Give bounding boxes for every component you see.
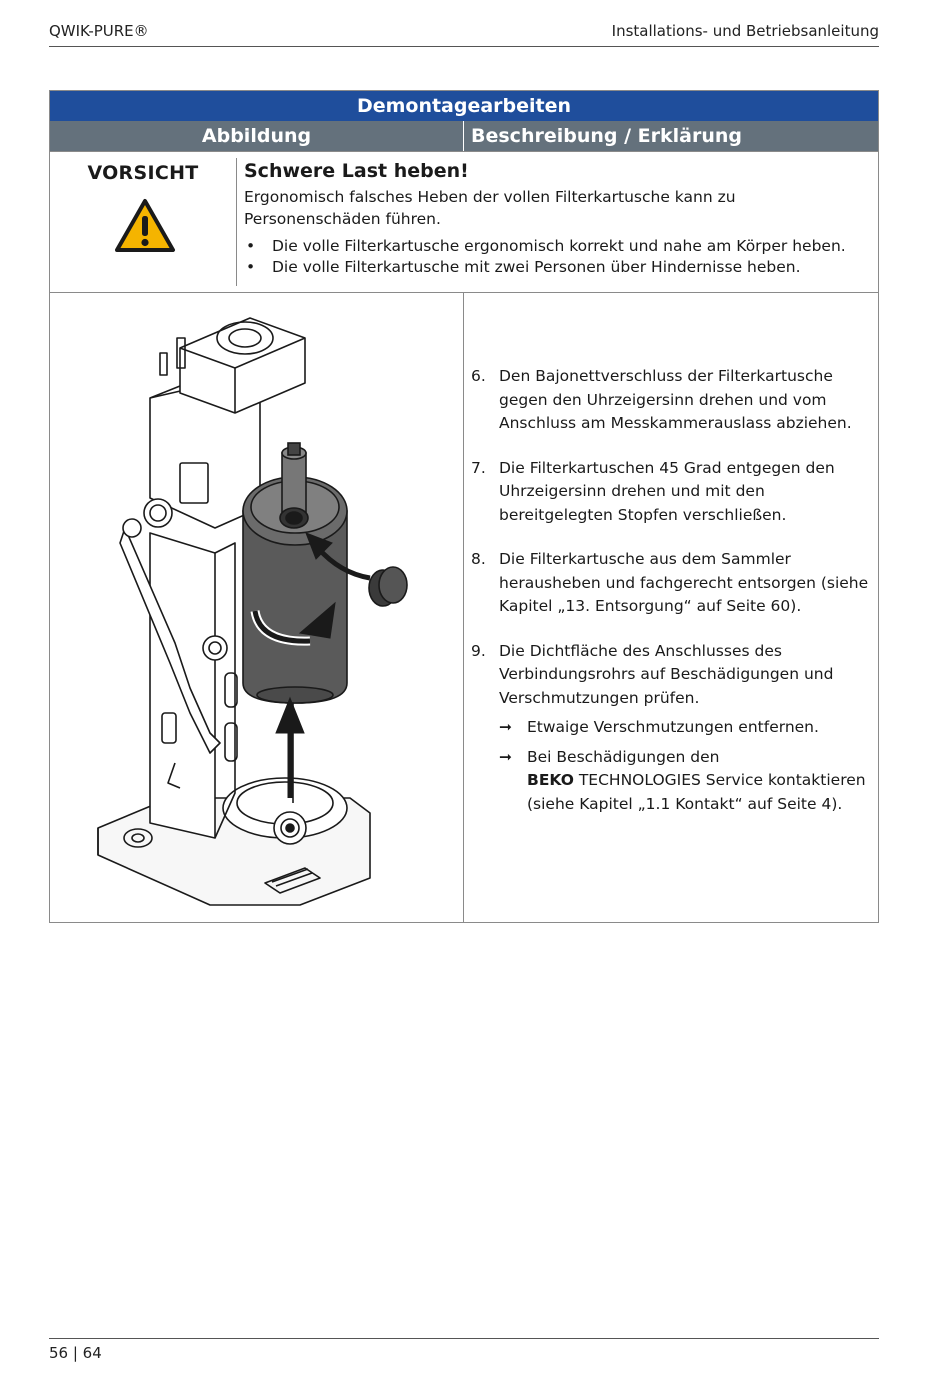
warning-title: Schwere Last heben! bbox=[244, 160, 469, 182]
substep-item bbox=[499, 716, 870, 740]
warning-triangle-icon bbox=[114, 198, 176, 254]
page-number: 56 | 64 bbox=[49, 1344, 102, 1362]
table-header-row bbox=[50, 121, 878, 151]
substep-text bbox=[527, 746, 870, 817]
warning-bullet: • Die volle Filterkartusche ergonomisch korrekt und nahe am Körper heben. bbox=[244, 236, 870, 257]
step-item bbox=[471, 548, 870, 619]
step-item bbox=[471, 457, 870, 528]
warning-bullet: • Die volle Filterkartusche mit zwei Personen über Hindernisse heben. bbox=[244, 257, 870, 278]
header-product: QWIK-PURE® bbox=[49, 22, 149, 40]
step-item bbox=[471, 365, 870, 436]
arrow-right-icon: ➞ bbox=[499, 718, 512, 736]
substep-suffix: TECHNOLOGIES Service kontaktieren (siehe Kapitel „1.1 Kontakt“ auf Seite 4). bbox=[527, 771, 866, 813]
step-number: 9. bbox=[471, 641, 486, 660]
warning-content bbox=[237, 152, 878, 292]
step-text: Den Bajonettverschluss der Filterkartusche gegen den Uhrzeigersinn drehen und vom Anschluss am Messkammerauslass abziehen. bbox=[499, 367, 852, 432]
description-cell bbox=[464, 293, 878, 922]
header-doc-title: Installations- und Betriebsanleitung bbox=[611, 22, 879, 40]
warning-bullet-list bbox=[244, 236, 870, 278]
column-header-figure: Abbildung bbox=[50, 121, 464, 151]
filter-removal-illustration bbox=[50, 293, 463, 921]
brand-name: BEKO bbox=[527, 771, 574, 789]
substep-item bbox=[499, 746, 870, 817]
step-text: Die Dichtfläche des Anschlusses des Verbindungsrohrs auf Beschädigungen und Verschmutzungen prüfen. bbox=[499, 641, 834, 707]
step-number: 7. bbox=[471, 458, 486, 477]
header-rule bbox=[49, 46, 879, 47]
step-text: Die Filterkartusche aus dem Sammler herausheben und fachgerecht entsorgen (siehe Kapitel „13. Entsorgung“ auf Seite 60). bbox=[499, 550, 869, 615]
table-title: Demontagearbeiten bbox=[50, 91, 878, 121]
footer-rule bbox=[49, 1338, 879, 1339]
step-item bbox=[471, 640, 870, 817]
disassembly-table bbox=[49, 90, 879, 923]
warning-label: VORSICHT bbox=[87, 162, 199, 184]
warning-text: Ergonomisch falsches Heben der vollen Filterkartusche kann zu Personenschäden führen. bbox=[244, 188, 736, 228]
warning-row bbox=[50, 151, 878, 292]
arrow-right-icon: ➞ bbox=[499, 747, 512, 766]
column-header-description: Beschreibung / Erklärung bbox=[471, 125, 743, 147]
step-text: Die Filterkartuschen 45 Grad entgegen den Uhrzeigersinn drehen und mit den bereitgelegten Stopfen verschließen. bbox=[499, 458, 835, 524]
substep-prefix: Bei Beschädigungen den bbox=[527, 747, 720, 766]
figure-cell bbox=[50, 293, 464, 922]
warning-signal bbox=[50, 152, 236, 292]
substep-text: Etwaige Verschmutzungen entfernen. bbox=[527, 718, 819, 736]
procedure-row bbox=[50, 292, 878, 922]
stopper-plug bbox=[369, 567, 407, 606]
step-number: 6. bbox=[471, 367, 486, 385]
step-body bbox=[499, 640, 870, 817]
step-number: 8. bbox=[471, 550, 486, 568]
